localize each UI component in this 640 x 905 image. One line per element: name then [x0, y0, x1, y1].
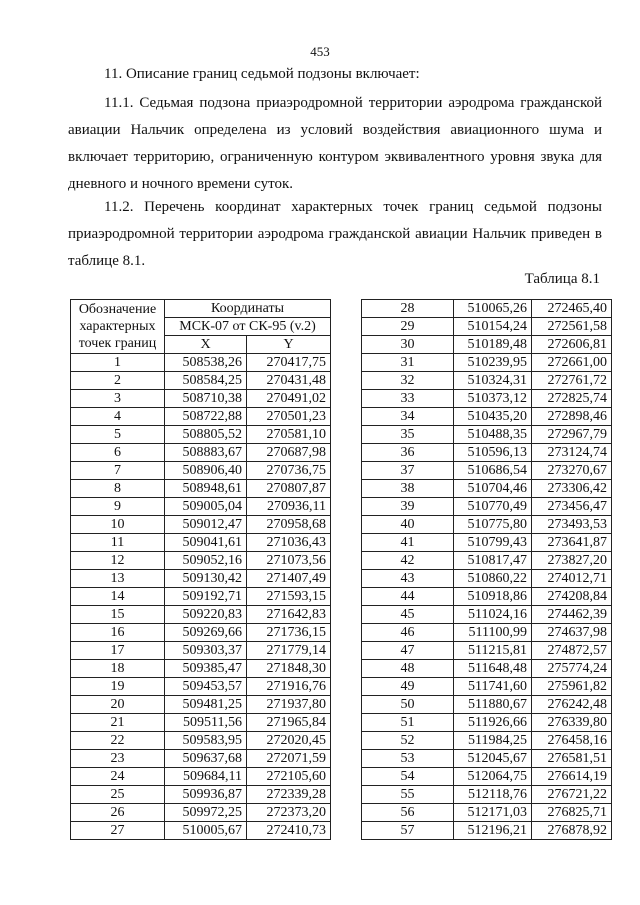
point-number: 16	[71, 624, 165, 642]
table-row	[362, 696, 612, 714]
table-row	[362, 426, 612, 444]
table-caption: Таблица 8.1	[524, 271, 600, 287]
coord-y: 274872,57	[532, 642, 612, 660]
coord-x: 509130,42	[165, 570, 247, 588]
coord-y: 270958,68	[247, 516, 331, 534]
table-row	[362, 534, 612, 552]
coord-y: 272410,73	[247, 822, 331, 840]
coord-y: 273827,20	[532, 552, 612, 570]
table-row	[362, 714, 612, 732]
header-coords-title: Координаты	[165, 300, 331, 318]
coord-y: 273270,67	[532, 462, 612, 480]
coord-x: 509972,25	[165, 804, 247, 822]
coord-x: 511984,25	[454, 732, 532, 750]
coord-y: 274637,98	[532, 624, 612, 642]
coord-y: 276878,92	[532, 822, 612, 840]
point-number: 3	[71, 390, 165, 408]
coord-y: 270431,48	[247, 372, 331, 390]
table-row	[71, 516, 331, 534]
table-row	[71, 660, 331, 678]
table-row	[362, 804, 612, 822]
point-number: 39	[362, 498, 454, 516]
point-number: 33	[362, 390, 454, 408]
table-row	[362, 588, 612, 606]
table-row	[362, 732, 612, 750]
table-row	[362, 516, 612, 534]
table-row	[362, 444, 612, 462]
coord-x: 510770,49	[454, 498, 532, 516]
coord-x: 508722,88	[165, 408, 247, 426]
coord-x: 511215,81	[454, 642, 532, 660]
coord-y: 276825,71	[532, 804, 612, 822]
point-number: 21	[71, 714, 165, 732]
point-number: 37	[362, 462, 454, 480]
point-number: 26	[71, 804, 165, 822]
point-number: 43	[362, 570, 454, 588]
point-number: 23	[71, 750, 165, 768]
header-point-line2: характерных	[79, 319, 156, 334]
point-number: 57	[362, 822, 454, 840]
coord-y: 272071,59	[247, 750, 331, 768]
coord-y: 272465,40	[532, 300, 612, 318]
coord-y: 271848,30	[247, 660, 331, 678]
coord-y: 271736,15	[247, 624, 331, 642]
table-row	[362, 498, 612, 516]
coord-x: 510189,48	[454, 336, 532, 354]
coord-y: 270491,02	[247, 390, 331, 408]
point-number: 44	[362, 588, 454, 606]
coord-x: 509012,47	[165, 516, 247, 534]
coord-x: 508805,52	[165, 426, 247, 444]
point-number: 30	[362, 336, 454, 354]
coord-x: 508538,26	[165, 354, 247, 372]
point-number: 18	[71, 660, 165, 678]
coord-y: 274208,84	[532, 588, 612, 606]
coord-y: 273641,87	[532, 534, 612, 552]
coord-x: 509385,47	[165, 660, 247, 678]
table-row	[362, 462, 612, 480]
table-row	[362, 642, 612, 660]
coord-x: 511926,66	[454, 714, 532, 732]
point-number: 13	[71, 570, 165, 588]
coord-y: 272561,58	[532, 318, 612, 336]
table-row	[71, 804, 331, 822]
table-row	[71, 822, 331, 840]
coord-x: 508710,38	[165, 390, 247, 408]
table-row	[71, 768, 331, 786]
table-row	[71, 606, 331, 624]
point-number: 24	[71, 768, 165, 786]
point-number: 9	[71, 498, 165, 516]
point-number: 41	[362, 534, 454, 552]
coord-x: 509936,87	[165, 786, 247, 804]
coordinates-table-right-body	[362, 300, 612, 840]
point-number: 10	[71, 516, 165, 534]
point-number: 47	[362, 642, 454, 660]
coord-x: 510918,86	[454, 588, 532, 606]
table-row	[362, 408, 612, 426]
table-row	[362, 318, 612, 336]
coord-x: 509220,83	[165, 606, 247, 624]
point-number: 32	[362, 372, 454, 390]
coord-y: 276581,51	[532, 750, 612, 768]
point-number: 28	[362, 300, 454, 318]
coord-x: 510488,35	[454, 426, 532, 444]
coord-x: 511648,48	[454, 660, 532, 678]
table-row	[362, 552, 612, 570]
section-heading: 11. Описание границ седьмой подзоны включает:	[104, 66, 420, 82]
coord-x: 509052,16	[165, 552, 247, 570]
point-number: 20	[71, 696, 165, 714]
table-row	[71, 390, 331, 408]
coord-y: 272898,46	[532, 408, 612, 426]
table-row	[71, 624, 331, 642]
table-row	[71, 534, 331, 552]
coord-y: 274462,39	[532, 606, 612, 624]
point-number: 19	[71, 678, 165, 696]
paragraph-coordinates-list: 11.2. Перечень координат характерных точек границ седьмой подзоны приаэродромной территории аэродрома гражданской авиации Нальчик приведен в таблице 8.1.	[68, 199, 602, 269]
table-row	[71, 408, 331, 426]
coord-y: 271593,15	[247, 588, 331, 606]
coord-x: 510435,20	[454, 408, 532, 426]
coord-x: 510065,26	[454, 300, 532, 318]
coordinates-table-left	[70, 299, 331, 840]
coord-y: 271965,84	[247, 714, 331, 732]
coord-x: 509637,68	[165, 750, 247, 768]
table-row	[71, 372, 331, 390]
point-number: 7	[71, 462, 165, 480]
table-row	[362, 570, 612, 588]
point-number: 34	[362, 408, 454, 426]
point-number: 15	[71, 606, 165, 624]
table-row	[71, 642, 331, 660]
coord-y: 270936,11	[247, 498, 331, 516]
coord-y: 271036,43	[247, 534, 331, 552]
coord-x: 509192,71	[165, 588, 247, 606]
coord-y: 276242,48	[532, 696, 612, 714]
point-number: 45	[362, 606, 454, 624]
coord-y: 273124,74	[532, 444, 612, 462]
point-number: 52	[362, 732, 454, 750]
point-number: 6	[71, 444, 165, 462]
table-row	[71, 714, 331, 732]
header-point-line1: Обозначение	[78, 302, 157, 317]
coord-y: 272761,72	[532, 372, 612, 390]
point-number: 25	[71, 786, 165, 804]
coord-y: 273456,47	[532, 498, 612, 516]
coord-y: 270807,87	[247, 480, 331, 498]
point-number: 5	[71, 426, 165, 444]
coord-x: 510596,13	[454, 444, 532, 462]
table-row	[71, 462, 331, 480]
coord-x: 509684,11	[165, 768, 247, 786]
coordinates-table-right	[361, 299, 612, 840]
table-row	[362, 480, 612, 498]
coord-y: 273306,42	[532, 480, 612, 498]
table-row	[71, 426, 331, 444]
point-number: 8	[71, 480, 165, 498]
header-point-line3: точек границ	[78, 336, 157, 351]
coord-x: 510704,46	[454, 480, 532, 498]
coord-x: 508584,25	[165, 372, 247, 390]
point-number: 42	[362, 552, 454, 570]
coord-y: 276458,16	[532, 732, 612, 750]
table-row	[71, 750, 331, 768]
table-row	[362, 768, 612, 786]
point-number: 27	[71, 822, 165, 840]
coord-x: 512045,67	[454, 750, 532, 768]
point-number: 48	[362, 660, 454, 678]
coord-x: 510686,54	[454, 462, 532, 480]
point-number: 55	[362, 786, 454, 804]
coord-x: 510860,22	[454, 570, 532, 588]
table-row	[71, 570, 331, 588]
point-number: 17	[71, 642, 165, 660]
coord-y: 270687,98	[247, 444, 331, 462]
coord-x: 509583,95	[165, 732, 247, 750]
table-row	[362, 336, 612, 354]
coord-x: 510154,24	[454, 318, 532, 336]
paragraph-subzone-description: 11.1. Седьмая подзона приаэродромной территории аэродрома гражданской авиации Нальчик определена из условий воздействия авиационного шума и включает территорию, ограниченную контуром эквивалентного уровня звука для дневного и ночного времени суток.	[68, 95, 602, 192]
table-row	[362, 606, 612, 624]
coord-x: 510005,67	[165, 822, 247, 840]
coord-x: 509453,57	[165, 678, 247, 696]
coordinates-table-left-body	[71, 354, 331, 840]
header-coords-system: МСК-07 от СК-95 (v.2)	[165, 318, 331, 336]
coord-x: 510324,31	[454, 372, 532, 390]
coord-x: 511741,60	[454, 678, 532, 696]
coord-x: 509269,66	[165, 624, 247, 642]
coord-x: 512118,76	[454, 786, 532, 804]
coord-y: 276721,22	[532, 786, 612, 804]
table-row	[362, 300, 612, 318]
table-row	[71, 552, 331, 570]
point-number: 38	[362, 480, 454, 498]
point-number: 36	[362, 444, 454, 462]
point-number: 22	[71, 732, 165, 750]
table-row	[362, 678, 612, 696]
coord-x: 508883,67	[165, 444, 247, 462]
table-row	[362, 624, 612, 642]
point-number: 29	[362, 318, 454, 336]
coord-y: 270581,10	[247, 426, 331, 444]
coord-x: 512064,75	[454, 768, 532, 786]
coord-y: 272606,81	[532, 336, 612, 354]
table-row	[362, 822, 612, 840]
coord-x: 509511,56	[165, 714, 247, 732]
point-number: 12	[71, 552, 165, 570]
coord-y: 271916,76	[247, 678, 331, 696]
point-number: 1	[71, 354, 165, 372]
point-number: 11	[71, 534, 165, 552]
page-number: 453	[310, 44, 330, 59]
table-row	[362, 354, 612, 372]
table-row	[71, 678, 331, 696]
point-number: 4	[71, 408, 165, 426]
table-row	[71, 786, 331, 804]
header-x: X	[165, 336, 247, 354]
coord-y: 270417,75	[247, 354, 331, 372]
coord-y: 273493,53	[532, 516, 612, 534]
table-row	[71, 498, 331, 516]
coord-x: 508948,61	[165, 480, 247, 498]
coord-y: 272967,79	[532, 426, 612, 444]
coord-y: 272105,60	[247, 768, 331, 786]
table-row	[362, 660, 612, 678]
coord-x: 510799,43	[454, 534, 532, 552]
coord-x: 510239,95	[454, 354, 532, 372]
point-number: 54	[362, 768, 454, 786]
coord-y: 275774,24	[532, 660, 612, 678]
coord-y: 275961,82	[532, 678, 612, 696]
point-number: 53	[362, 750, 454, 768]
point-number: 40	[362, 516, 454, 534]
point-number: 49	[362, 678, 454, 696]
table-row	[71, 696, 331, 714]
coord-y: 276339,80	[532, 714, 612, 732]
point-number: 2	[71, 372, 165, 390]
coord-y: 271642,83	[247, 606, 331, 624]
coord-y: 271937,80	[247, 696, 331, 714]
table-row	[362, 390, 612, 408]
table-row	[71, 588, 331, 606]
coord-x: 511880,67	[454, 696, 532, 714]
table-row	[71, 480, 331, 498]
coord-y: 271779,14	[247, 642, 331, 660]
coord-x: 509481,25	[165, 696, 247, 714]
point-number: 50	[362, 696, 454, 714]
coord-x: 512196,21	[454, 822, 532, 840]
coord-y: 276614,19	[532, 768, 612, 786]
coord-x: 509303,37	[165, 642, 247, 660]
point-number: 31	[362, 354, 454, 372]
point-number: 46	[362, 624, 454, 642]
coord-x: 509005,04	[165, 498, 247, 516]
coord-x: 511100,99	[454, 624, 532, 642]
coord-y: 271073,56	[247, 552, 331, 570]
coord-x: 511024,16	[454, 606, 532, 624]
coord-x: 510373,12	[454, 390, 532, 408]
table-row	[362, 786, 612, 804]
table-row	[362, 372, 612, 390]
coord-y: 272020,45	[247, 732, 331, 750]
table-row	[362, 750, 612, 768]
table-row	[71, 354, 331, 372]
coord-y: 270501,23	[247, 408, 331, 426]
coord-x: 510817,47	[454, 552, 532, 570]
coord-y: 272661,00	[532, 354, 612, 372]
point-number: 56	[362, 804, 454, 822]
header-point-label	[71, 300, 165, 354]
coord-y: 271407,49	[247, 570, 331, 588]
coord-x: 508906,40	[165, 462, 247, 480]
coord-x: 509041,61	[165, 534, 247, 552]
point-number: 14	[71, 588, 165, 606]
table-row	[71, 444, 331, 462]
table-row	[71, 732, 331, 750]
point-number: 51	[362, 714, 454, 732]
coord-y: 272339,28	[247, 786, 331, 804]
point-number: 35	[362, 426, 454, 444]
header-y: Y	[247, 336, 331, 354]
coord-y: 270736,75	[247, 462, 331, 480]
coord-x: 510775,80	[454, 516, 532, 534]
coord-y: 272825,74	[532, 390, 612, 408]
coord-x: 512171,03	[454, 804, 532, 822]
coord-y: 272373,20	[247, 804, 331, 822]
coord-y: 274012,71	[532, 570, 612, 588]
